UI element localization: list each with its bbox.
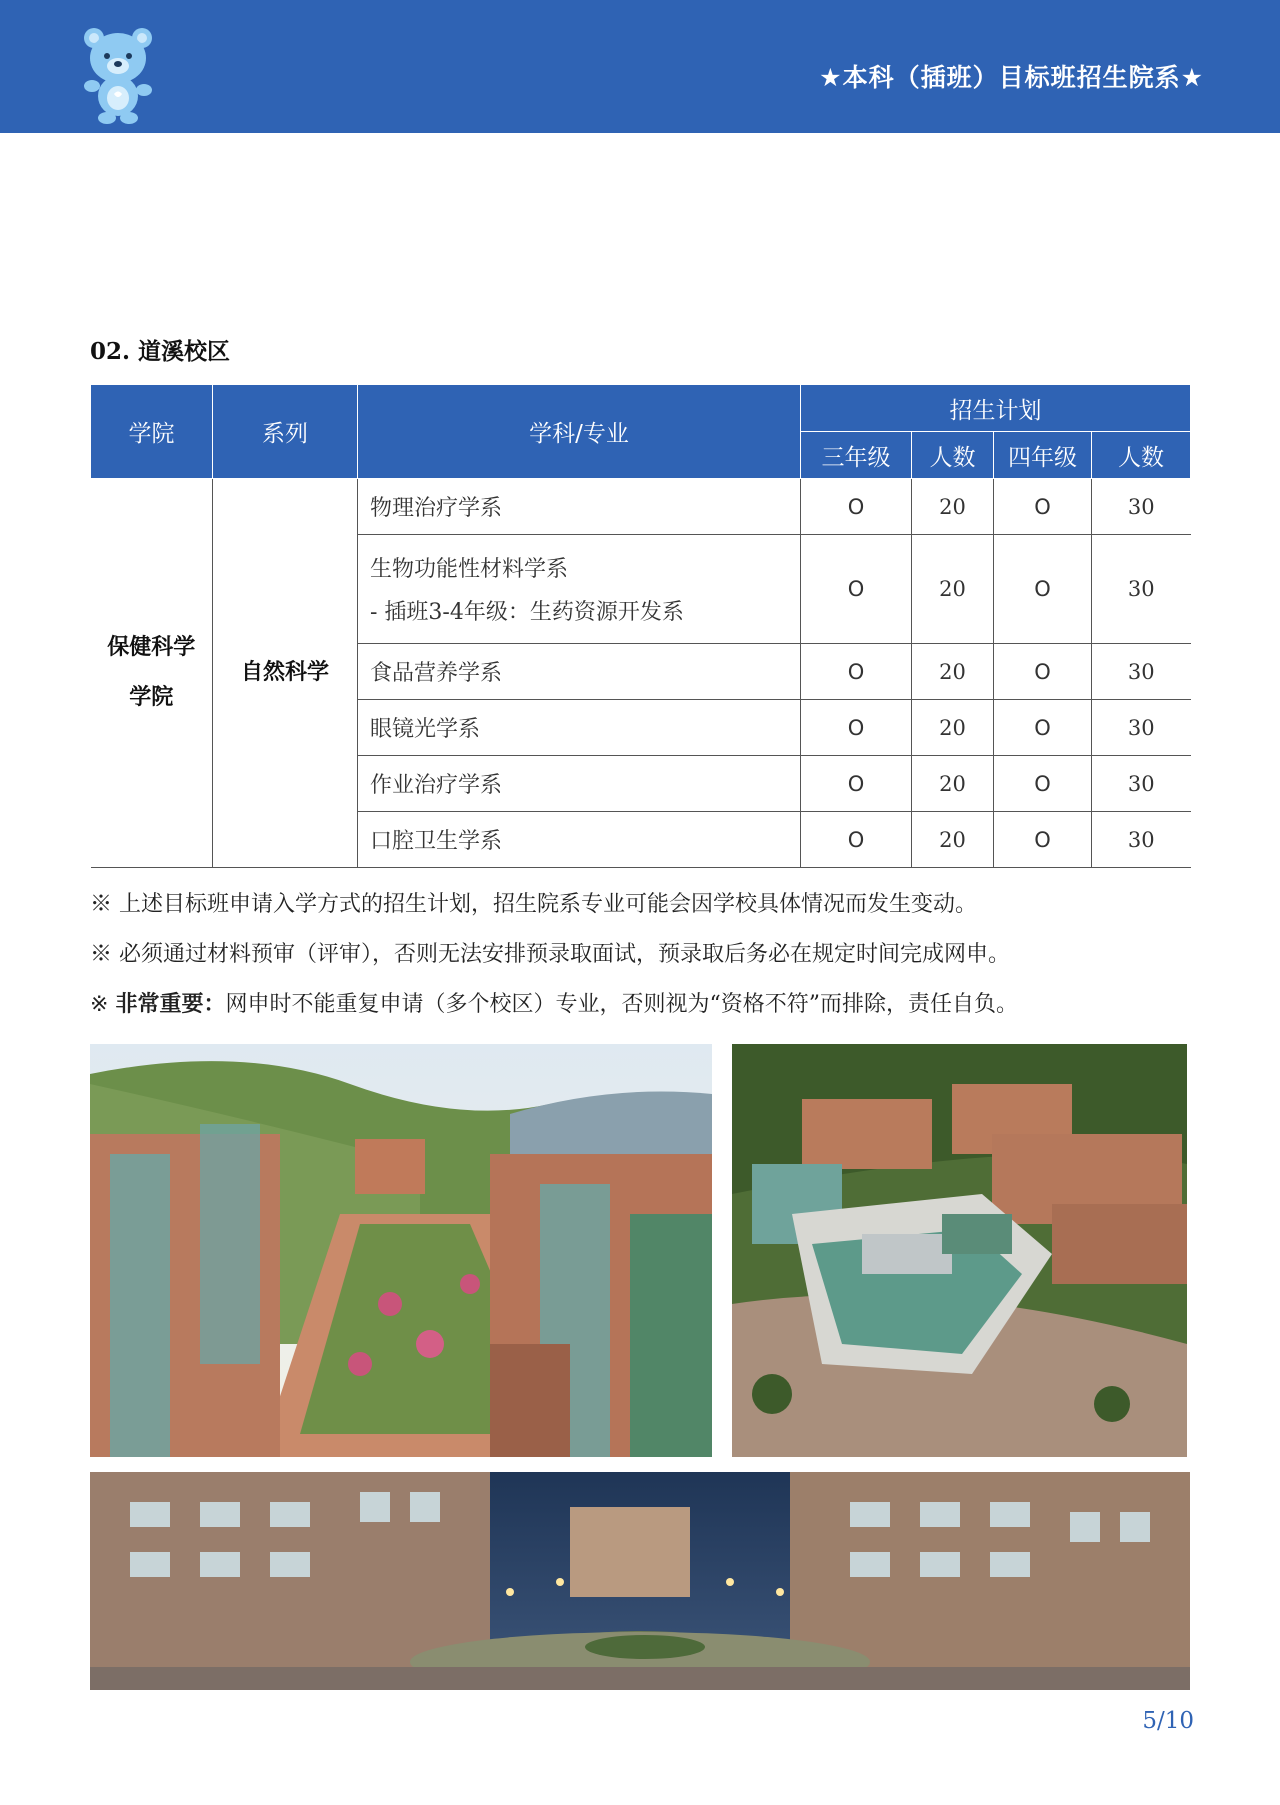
note-1: ※ 上述目标班申请入学方式的招生计划，招生院系专业可能会因学校具体情况而发生变动。 xyxy=(90,892,977,917)
note-3-emphasis: 非常重要： xyxy=(115,992,226,1017)
page-header xyxy=(0,0,1280,133)
grade4-cell: O xyxy=(994,700,1092,756)
header-college: 学院 xyxy=(91,385,213,479)
count4-cell: 30 xyxy=(1092,756,1191,812)
page-number: 5/10 xyxy=(1142,1708,1194,1734)
count4-cell: 30 xyxy=(1092,479,1191,535)
count3-cell: 20 xyxy=(912,479,994,535)
header-grade3: 三年级 xyxy=(801,432,912,479)
header-plan: 招生计划 xyxy=(801,385,1191,432)
grade4-cell: O xyxy=(994,479,1092,535)
grade3-cell: O xyxy=(801,756,912,812)
count4-cell: 30 xyxy=(1092,812,1191,868)
grade3-cell: O xyxy=(801,535,912,644)
count3-cell: 20 xyxy=(912,535,994,644)
count3-cell: 20 xyxy=(912,644,994,700)
note-3 xyxy=(90,980,1210,1030)
major-cell: 眼镜光学系 xyxy=(358,700,801,756)
count3-cell: 20 xyxy=(912,756,994,812)
count3-cell: 20 xyxy=(912,700,994,756)
major-cell: 作业治疗学系 xyxy=(358,756,801,812)
grade4-cell: O xyxy=(994,812,1092,868)
grade3-cell: O xyxy=(801,700,912,756)
count4-cell: 30 xyxy=(1092,700,1191,756)
note-3-prefix: ※ xyxy=(90,992,116,1017)
major-cell: 口腔卫生学系 xyxy=(358,812,801,868)
header-series: 系列 xyxy=(213,385,358,479)
header-count3: 人数 xyxy=(912,432,994,479)
major-cell: 食品营养学系 xyxy=(358,644,801,700)
major-sub-note: - 插班3-4年级：生药资源开发系 xyxy=(370,600,684,625)
major-cell xyxy=(358,535,801,644)
notes-block xyxy=(90,880,1210,1030)
bear-mascot-icon xyxy=(82,26,154,124)
section-title: 02. 道溪校区 xyxy=(90,338,231,365)
header-count4: 人数 xyxy=(1092,432,1191,479)
grade3-cell: O xyxy=(801,812,912,868)
count4-cell: 30 xyxy=(1092,644,1191,700)
header-grade4: 四年级 xyxy=(994,432,1092,479)
table-row xyxy=(91,479,1191,535)
campus-night-plaza-photo xyxy=(90,1472,1190,1690)
count4-cell: 30 xyxy=(1092,535,1191,644)
grade3-cell: O xyxy=(801,644,912,700)
series-cell: 自然科学 xyxy=(213,479,358,868)
campus-aerial-photo xyxy=(732,1044,1187,1457)
major-name: 生物功能性材料学系 xyxy=(370,557,569,582)
header-major: 学科/专业 xyxy=(358,385,801,479)
major-cell: 物理治疗学系 xyxy=(358,479,801,535)
note-3-text: 网申时不能重复申请（多个校区）专业，否则视为“资格不符”而排除，责任自负。 xyxy=(225,992,1018,1017)
grade3-cell: O xyxy=(801,479,912,535)
campus-courtyard-photo xyxy=(90,1044,712,1457)
note-2: ※ 必须通过材料预审（评审），否则无法安排预录取面试，预录取后务必在规定时间完成网申。 xyxy=(90,942,1010,967)
count3-cell: 20 xyxy=(912,812,994,868)
grade4-cell: O xyxy=(994,756,1092,812)
grade4-cell: O xyxy=(994,644,1092,700)
grade4-cell: O xyxy=(994,535,1092,644)
header-title: ★本科（插班）目标班招生院系★ xyxy=(819,63,1204,92)
enrollment-plan-table xyxy=(90,384,1191,868)
college-cell: 保健科学学院 xyxy=(91,479,213,868)
